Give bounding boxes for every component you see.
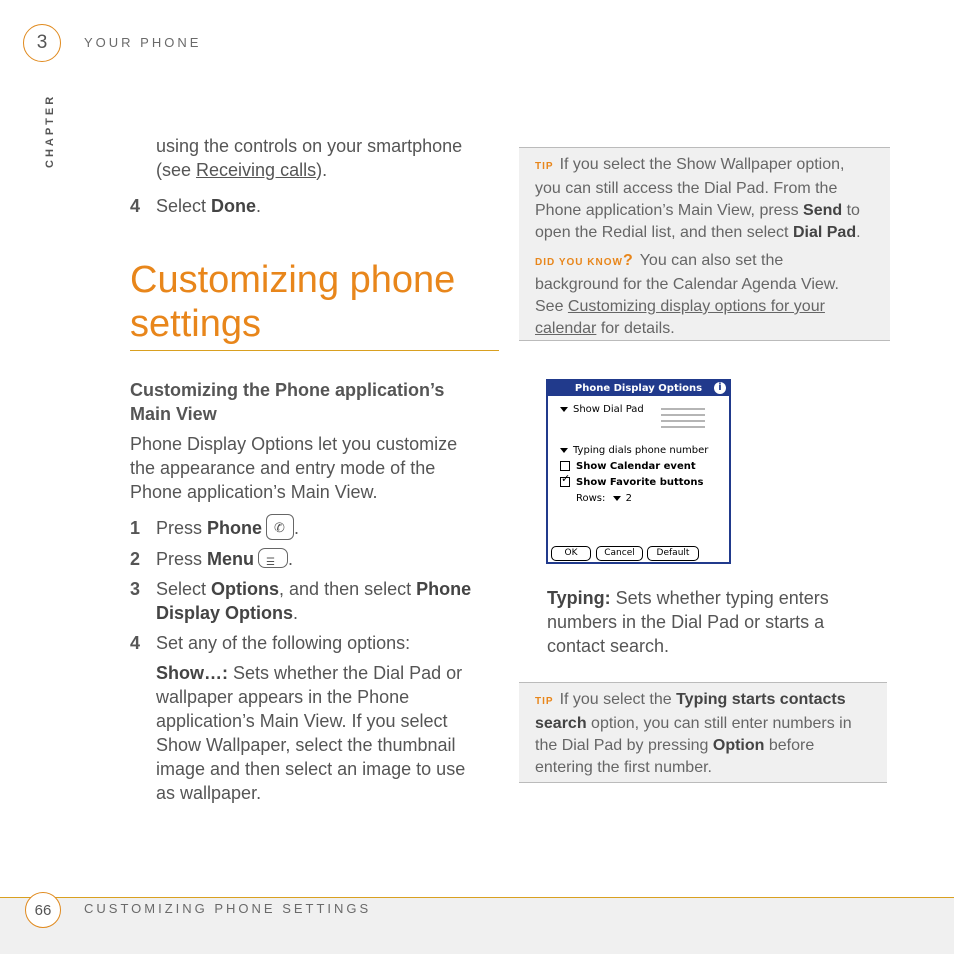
chapter-label: CHAPTER [44, 93, 56, 168]
default-button[interactable]: Default [647, 546, 699, 561]
checkbox-checked-icon: ✓ [561, 472, 571, 485]
menu-key-icon: ☰ [258, 548, 288, 568]
dropdown-arrow-icon [560, 407, 568, 412]
calendar-options-link[interactable]: Customizing display options for your [567, 298, 825, 315]
checkbox-icon [560, 461, 570, 471]
tip-label: TIP [535, 696, 554, 707]
section-title: YOUR PHONE [84, 35, 202, 50]
heading-rule [130, 350, 499, 351]
chapter-number-badge [23, 24, 61, 62]
chapter-number: 3 [36, 32, 48, 53]
phone-key-icon: ✆ [266, 514, 294, 540]
info-icon[interactable]: i [714, 382, 726, 394]
tip-box-wallpaper: TIP If you select the Show Wallpaper option, you can still access the Dial Pad. From the Phone application’s Main View, press Send to open the Redial list, and then select Dial Pad. DID YOU KNOW? You can also set the background for the Calendar Agenda View. See Customizing display options for your calendar for details. [519, 147, 890, 341]
typing-option-desc: Typing: Sets whether typing enters numbers in the Dial Pad or starts a contact search. [547, 588, 829, 656]
step-1: 1 Press Phone ✆ . [130, 516, 500, 542]
cancel-button[interactable]: Cancel [596, 546, 643, 561]
step-4-done: 4 Select Done. [130, 196, 262, 216]
show-calendar-checkbox[interactable]: Show Calendar event [560, 461, 696, 473]
typing-dropdown[interactable]: Typing dials phone number [560, 445, 708, 457]
page-number: 66 [34, 901, 52, 919]
wallpaper-thumbnail[interactable] [661, 408, 705, 434]
phone-display-options-screen [546, 379, 731, 564]
page-heading: Customizing phone settings [130, 259, 456, 345]
dropdown-arrow-icon [613, 496, 621, 501]
step-4-options: 4 Set any of the following options: [130, 633, 411, 653]
ok-button[interactable]: OK [551, 546, 591, 561]
subheading: Customizing the Phone application’s Main View [130, 380, 445, 424]
did-you-know-label: DID YOU KNOW? [535, 252, 634, 269]
continued-line-2: (see Receiving calls). [156, 160, 328, 180]
footer-rule [0, 897, 954, 898]
page-number-badge [25, 892, 61, 928]
intro-paragraph: Phone Display Options let you customize the appearance and entry mode of the Phone application’s Main View. [130, 434, 458, 502]
continued-line-1: using the controls on your smartphone [156, 136, 463, 156]
tip-label: TIP [535, 161, 554, 172]
show-option-desc: Show…: Sets whether the Dial Pad or wallpaper appears in the Phone application’s Main View. If you select Show Wallpaper, select the thumbnail image and then select an image to use as wallpaper. [156, 663, 466, 803]
show-favorites-checkbox[interactable]: ✓ Show Favorite buttons [561, 472, 704, 488]
show-dropdown[interactable]: Show Dial Pad [560, 404, 644, 416]
step-2: 2 Press Menu ☰ . [130, 549, 294, 569]
footer-section-title: CUSTOMIZING PHONE SETTINGS [84, 901, 372, 916]
step-3: 3 Select Options, and then select Phone Display Options. [130, 579, 472, 623]
rows-selector[interactable]: Rows: 2 [576, 493, 632, 504]
calendar-link[interactable]: calendar [535, 320, 597, 337]
continued-paragraph [156, 134, 506, 182]
tip-box-typing: TIP If you select the Typing starts contacts search option, you can still enter numbers in the Dial Pad by pressing Option before entering the first number. [519, 682, 887, 783]
screen-title: Phone Display Options [548, 381, 729, 396]
dropdown-arrow-icon [560, 448, 568, 453]
receiving-calls-link[interactable]: Receiving calls [196, 160, 317, 180]
